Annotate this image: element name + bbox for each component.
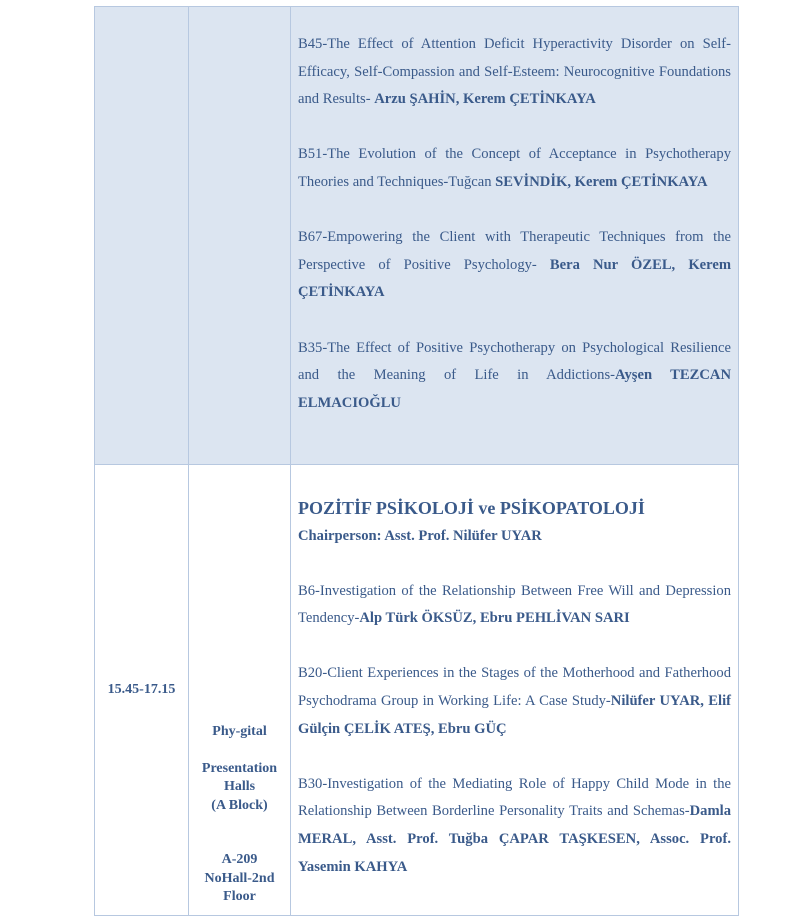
- paper-title: B35-The Effect of Positive Psychotherapy on Psychological Resilience and the Meaning of Life in Addictions-: [298, 339, 731, 384]
- paper-title: B67-Empowering the Client with Therapeutic Techniques from the Perspective of Positive Psychology-: [298, 229, 731, 273]
- table-row: [95, 7, 739, 465]
- paper-authors: Ayşen TEZCAN ELMACIOĞLU: [298, 367, 731, 411]
- time-cell: 15.45-17.15: [95, 465, 189, 916]
- paper-title: B20-Client Experiences in the Stages of the Motherhood and Fatherhood Psychodrama Group in Working Life: A Case Study-: [298, 665, 731, 709]
- room-line: [189, 742, 290, 760]
- paper-authors: Damla MERAL, Asst. Prof. Tuğba ÇAPAR TAŞKESEN, Assoc. Prof. Yasemin KAHYA: [298, 803, 731, 875]
- paper-authors: Alp Türk ÖKSÜZ, Ebru PEHLİVAN SARI: [359, 610, 630, 627]
- room-line: [189, 815, 290, 833]
- paper-entry: [298, 335, 731, 418]
- room-line: Phy-gital: [212, 724, 267, 739]
- paper-authors: Arzu ŞAHİN, Kerem ÇETİNKAYA: [374, 91, 596, 108]
- room-line: NoHall-2nd: [204, 870, 275, 886]
- paper-entry: [298, 660, 731, 743]
- paper-entry: [298, 224, 731, 307]
- room-line: [189, 833, 290, 851]
- papers-cell: [291, 465, 739, 916]
- room-line: Presentation: [201, 760, 278, 776]
- paper-authors: Bera Nur ÖZEL, Kerem ÇETİNKAYA: [298, 256, 731, 301]
- room-line: A-209: [221, 852, 258, 867]
- room-line: Floor: [223, 889, 256, 904]
- room-cell: [189, 7, 291, 465]
- paper-entry: [298, 31, 731, 114]
- paper-title: B30-Investigation of the Mediating Role of Happy Child Mode in the Relationship Between Borderline Personality Traits and Schemas-: [298, 775, 731, 820]
- table-row: [95, 465, 739, 916]
- chairperson: Chairperson: Asst. Prof. Nilüfer UYAR: [298, 528, 542, 544]
- session-title: POZİTİF PSİKOLOJİ ve PSİKOPATOLOJİ: [298, 498, 645, 518]
- paper-authors: Nilüfer UYAR, Elif Gülçin ÇELİK ATEŞ, Ebru GÜÇ: [298, 692, 731, 737]
- papers-cell: [291, 7, 739, 465]
- room-line: (A Block): [211, 797, 268, 813]
- program-table: [94, 6, 739, 916]
- room-cell: [189, 465, 291, 916]
- paper-entry: [298, 771, 731, 881]
- paper-entry: [298, 578, 731, 633]
- paper-title: B45-The Effect of Attention Deficit Hyperactivity Disorder on Self-Efficacy, Self-Compassion and Self-Esteem: Neurocognitive Foundations and Results-: [298, 36, 731, 108]
- time-cell: [95, 7, 189, 465]
- paper-authors: SEVİNDİK, Kerem ÇETİNKAYA: [495, 173, 708, 190]
- paper-title: B51-The Evolution of the Concept of Acceptance in Psychotherapy Theories and Techniques-Tuğcan: [298, 146, 731, 190]
- paper-title: B6-Investigation of the Relationship Between Free Will and Depression Tendency-: [298, 582, 731, 627]
- paper-entry: [298, 141, 731, 196]
- room-line: Halls: [223, 779, 256, 794]
